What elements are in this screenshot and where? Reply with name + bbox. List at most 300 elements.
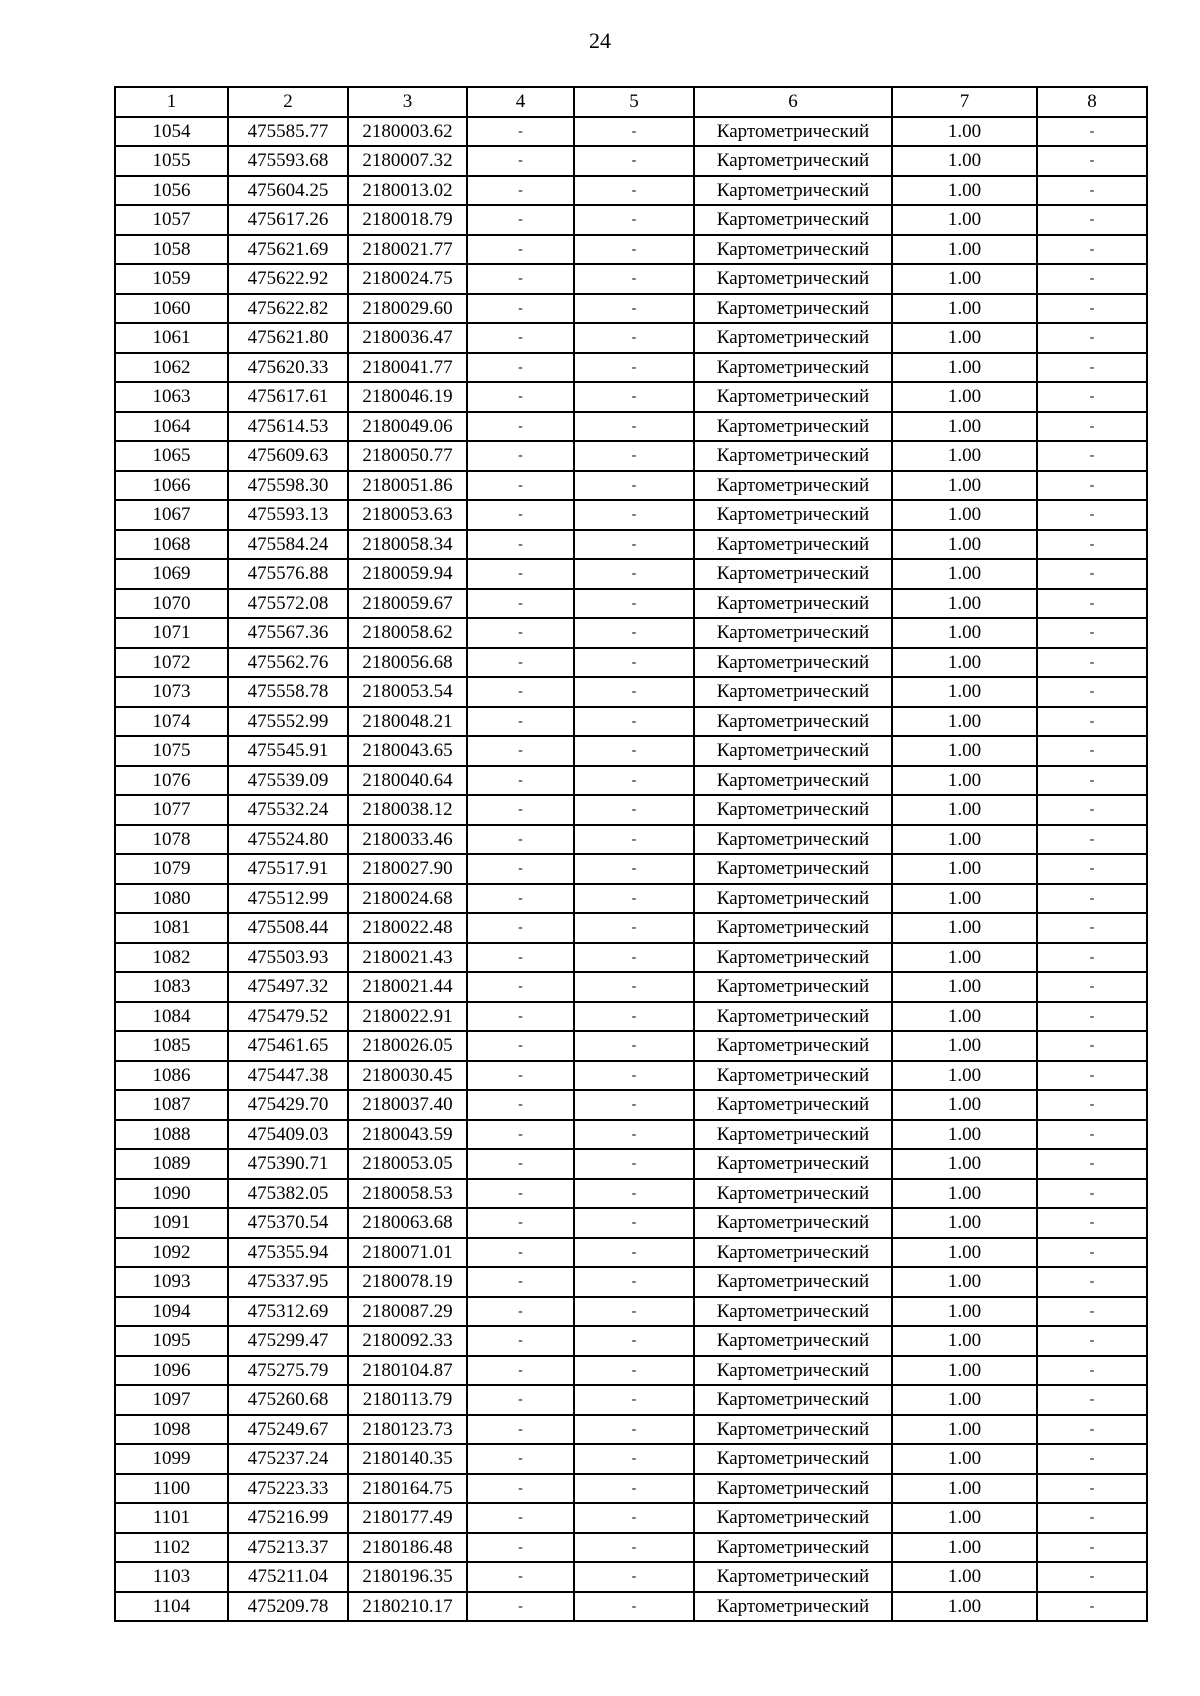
col8-cell: -	[1037, 648, 1147, 678]
table-row	[115, 1415, 1147, 1445]
point-number-cell: 1056	[115, 176, 228, 206]
method-cell: Картометрический	[694, 884, 892, 914]
method-cell: Картометрический	[694, 1297, 892, 1327]
accuracy-cell: 1.00	[892, 943, 1037, 973]
x-coordinate-cell: 475532.24	[228, 795, 348, 825]
col5-cell: -	[574, 1090, 694, 1120]
method-cell: Картометрический	[694, 353, 892, 383]
point-number-cell: 1058	[115, 235, 228, 265]
method-cell: Картометрический	[694, 500, 892, 530]
accuracy-cell: 1.00	[892, 530, 1037, 560]
method-cell: Картометрический	[694, 117, 892, 147]
table-row	[115, 1208, 1147, 1238]
col5-cell: -	[574, 176, 694, 206]
col5-cell: -	[574, 1120, 694, 1150]
x-coordinate-cell: 475614.53	[228, 412, 348, 442]
header-cell: 1	[115, 87, 228, 117]
col8-cell: -	[1037, 913, 1147, 943]
col4-cell: -	[467, 1149, 574, 1179]
header-cell: 2	[228, 87, 348, 117]
header-cell: 3	[348, 87, 467, 117]
col4-cell: -	[467, 382, 574, 412]
method-cell: Картометрический	[694, 589, 892, 619]
table-row	[115, 294, 1147, 324]
method-cell: Картометрический	[694, 1267, 892, 1297]
y-coordinate-cell: 2180046.19	[348, 382, 467, 412]
table-row	[115, 1356, 1147, 1386]
table-row	[115, 648, 1147, 678]
col5-cell: -	[574, 205, 694, 235]
col5-cell: -	[574, 943, 694, 973]
col8-cell: -	[1037, 1208, 1147, 1238]
table-row	[115, 1061, 1147, 1091]
method-cell: Картометрический	[694, 1385, 892, 1415]
x-coordinate-cell: 475576.88	[228, 559, 348, 589]
table-row	[115, 1267, 1147, 1297]
y-coordinate-cell: 2180053.63	[348, 500, 467, 530]
col4-cell: -	[467, 1297, 574, 1327]
y-coordinate-cell: 2180022.48	[348, 913, 467, 943]
table-row	[115, 589, 1147, 619]
table-row	[115, 972, 1147, 1002]
accuracy-cell: 1.00	[892, 736, 1037, 766]
table-row	[115, 176, 1147, 206]
col8-cell: -	[1037, 1120, 1147, 1150]
point-number-cell: 1063	[115, 382, 228, 412]
table-row	[115, 1385, 1147, 1415]
y-coordinate-cell: 2180043.59	[348, 1120, 467, 1150]
col4-cell: -	[467, 205, 574, 235]
col8-cell: -	[1037, 1326, 1147, 1356]
col5-cell: -	[574, 1002, 694, 1032]
point-number-cell: 1075	[115, 736, 228, 766]
accuracy-cell: 1.00	[892, 323, 1037, 353]
y-coordinate-cell: 2180018.79	[348, 205, 467, 235]
accuracy-cell: 1.00	[892, 677, 1037, 707]
col5-cell: -	[574, 707, 694, 737]
x-coordinate-cell: 475213.37	[228, 1533, 348, 1563]
method-cell: Картометрический	[694, 1090, 892, 1120]
table-row	[115, 943, 1147, 973]
col4-cell: -	[467, 736, 574, 766]
x-coordinate-cell: 475593.68	[228, 146, 348, 176]
table-row	[115, 412, 1147, 442]
y-coordinate-cell: 2180024.68	[348, 884, 467, 914]
y-coordinate-cell: 2180177.49	[348, 1503, 467, 1533]
point-number-cell: 1079	[115, 854, 228, 884]
col4-cell: -	[467, 1592, 574, 1622]
method-cell: Картометрический	[694, 559, 892, 589]
col4-cell: -	[467, 972, 574, 1002]
col8-cell: -	[1037, 382, 1147, 412]
y-coordinate-cell: 2180049.06	[348, 412, 467, 442]
col4-cell: -	[467, 353, 574, 383]
col4-cell: -	[467, 1415, 574, 1445]
table-row	[115, 1474, 1147, 1504]
col4-cell: -	[467, 1120, 574, 1150]
col8-cell: -	[1037, 1031, 1147, 1061]
col5-cell: -	[574, 1562, 694, 1592]
col8-cell: -	[1037, 1267, 1147, 1297]
x-coordinate-cell: 475545.91	[228, 736, 348, 766]
point-number-cell: 1104	[115, 1592, 228, 1622]
table-row	[115, 707, 1147, 737]
x-coordinate-cell: 475524.80	[228, 825, 348, 855]
method-cell: Картометрический	[694, 648, 892, 678]
accuracy-cell: 1.00	[892, 1031, 1037, 1061]
point-number-cell: 1091	[115, 1208, 228, 1238]
point-number-cell: 1078	[115, 825, 228, 855]
col5-cell: -	[574, 1238, 694, 1268]
accuracy-cell: 1.00	[892, 1415, 1037, 1445]
x-coordinate-cell: 475209.78	[228, 1592, 348, 1622]
x-coordinate-cell: 475584.24	[228, 530, 348, 560]
method-cell: Картометрический	[694, 1592, 892, 1622]
col4-cell: -	[467, 1503, 574, 1533]
col8-cell: -	[1037, 1179, 1147, 1209]
col4-cell: -	[467, 1267, 574, 1297]
method-cell: Картометрический	[694, 677, 892, 707]
x-coordinate-cell: 475617.26	[228, 205, 348, 235]
y-coordinate-cell: 2180043.65	[348, 736, 467, 766]
table-row	[115, 1297, 1147, 1327]
x-coordinate-cell: 475497.32	[228, 972, 348, 1002]
method-cell: Картометрический	[694, 1474, 892, 1504]
x-coordinate-cell: 475461.65	[228, 1031, 348, 1061]
y-coordinate-cell: 2180164.75	[348, 1474, 467, 1504]
accuracy-cell: 1.00	[892, 1297, 1037, 1327]
y-coordinate-cell: 2180026.05	[348, 1031, 467, 1061]
table-row	[115, 1238, 1147, 1268]
y-coordinate-cell: 2180053.05	[348, 1149, 467, 1179]
y-coordinate-cell: 2180092.33	[348, 1326, 467, 1356]
col8-cell: -	[1037, 766, 1147, 796]
col8-cell: -	[1037, 412, 1147, 442]
table-row	[115, 1090, 1147, 1120]
col8-cell: -	[1037, 1415, 1147, 1445]
y-coordinate-cell: 2180087.29	[348, 1297, 467, 1327]
col4-cell: -	[467, 1356, 574, 1386]
accuracy-cell: 1.00	[892, 1267, 1037, 1297]
col8-cell: -	[1037, 1238, 1147, 1268]
method-cell: Картометрический	[694, 323, 892, 353]
y-coordinate-cell: 2180013.02	[348, 176, 467, 206]
x-coordinate-cell: 475617.61	[228, 382, 348, 412]
table-row	[115, 441, 1147, 471]
accuracy-cell: 1.00	[892, 264, 1037, 294]
table-row	[115, 913, 1147, 943]
x-coordinate-cell: 475312.69	[228, 1297, 348, 1327]
col5-cell: -	[574, 559, 694, 589]
header-cell: 8	[1037, 87, 1147, 117]
col4-cell: -	[467, 1090, 574, 1120]
point-number-cell: 1099	[115, 1444, 228, 1474]
y-coordinate-cell: 2180053.54	[348, 677, 467, 707]
method-cell: Картометрический	[694, 1031, 892, 1061]
table-row	[115, 1533, 1147, 1563]
y-coordinate-cell: 2180033.46	[348, 825, 467, 855]
col4-cell: -	[467, 471, 574, 501]
col8-cell: -	[1037, 559, 1147, 589]
point-number-cell: 1100	[115, 1474, 228, 1504]
col5-cell: -	[574, 1444, 694, 1474]
y-coordinate-cell: 2180140.35	[348, 1444, 467, 1474]
accuracy-cell: 1.00	[892, 353, 1037, 383]
x-coordinate-cell: 475609.63	[228, 441, 348, 471]
table-row	[115, 117, 1147, 147]
col8-cell: -	[1037, 117, 1147, 147]
accuracy-cell: 1.00	[892, 205, 1037, 235]
col5-cell: -	[574, 1533, 694, 1563]
y-coordinate-cell: 2180051.86	[348, 471, 467, 501]
method-cell: Картометрический	[694, 736, 892, 766]
point-number-cell: 1061	[115, 323, 228, 353]
col5-cell: -	[574, 1415, 694, 1445]
table-row	[115, 766, 1147, 796]
point-number-cell: 1092	[115, 1238, 228, 1268]
point-number-cell: 1068	[115, 530, 228, 560]
col5-cell: -	[574, 1592, 694, 1622]
y-coordinate-cell: 2180113.79	[348, 1385, 467, 1415]
col4-cell: -	[467, 1002, 574, 1032]
col5-cell: -	[574, 471, 694, 501]
table-row	[115, 1002, 1147, 1032]
y-coordinate-cell: 2180063.68	[348, 1208, 467, 1238]
col4-cell: -	[467, 294, 574, 324]
col5-cell: -	[574, 1179, 694, 1209]
table-row	[115, 323, 1147, 353]
accuracy-cell: 1.00	[892, 707, 1037, 737]
point-number-cell: 1095	[115, 1326, 228, 1356]
col5-cell: -	[574, 353, 694, 383]
col5-cell: -	[574, 294, 694, 324]
y-coordinate-cell: 2180059.67	[348, 589, 467, 619]
col8-cell: -	[1037, 323, 1147, 353]
accuracy-cell: 1.00	[892, 972, 1037, 1002]
point-number-cell: 1076	[115, 766, 228, 796]
accuracy-cell: 1.00	[892, 559, 1037, 589]
col5-cell: -	[574, 972, 694, 1002]
point-number-cell: 1066	[115, 471, 228, 501]
table-row	[115, 382, 1147, 412]
col4-cell: -	[467, 825, 574, 855]
table-row	[115, 618, 1147, 648]
x-coordinate-cell: 475275.79	[228, 1356, 348, 1386]
x-coordinate-cell: 475503.93	[228, 943, 348, 973]
col4-cell: -	[467, 559, 574, 589]
method-cell: Картометрический	[694, 471, 892, 501]
point-number-cell: 1083	[115, 972, 228, 1002]
accuracy-cell: 1.00	[892, 854, 1037, 884]
col5-cell: -	[574, 1474, 694, 1504]
y-coordinate-cell: 2180021.44	[348, 972, 467, 1002]
x-coordinate-cell: 475593.13	[228, 500, 348, 530]
col8-cell: -	[1037, 943, 1147, 973]
method-cell: Картометрический	[694, 943, 892, 973]
col5-cell: -	[574, 825, 694, 855]
header-cell: 6	[694, 87, 892, 117]
table-row	[115, 1444, 1147, 1474]
x-coordinate-cell: 475479.52	[228, 1002, 348, 1032]
col4-cell: -	[467, 795, 574, 825]
accuracy-cell: 1.00	[892, 1208, 1037, 1238]
method-cell: Картометрический	[694, 1562, 892, 1592]
accuracy-cell: 1.00	[892, 1592, 1037, 1622]
method-cell: Картометрический	[694, 176, 892, 206]
col4-cell: -	[467, 1474, 574, 1504]
point-number-cell: 1071	[115, 618, 228, 648]
point-number-cell: 1088	[115, 1120, 228, 1150]
col5-cell: -	[574, 382, 694, 412]
point-number-cell: 1057	[115, 205, 228, 235]
point-number-cell: 1067	[115, 500, 228, 530]
col4-cell: -	[467, 146, 574, 176]
col5-cell: -	[574, 677, 694, 707]
col4-cell: -	[467, 1208, 574, 1238]
point-number-cell: 1072	[115, 648, 228, 678]
point-number-cell: 1098	[115, 1415, 228, 1445]
method-cell: Картометрический	[694, 441, 892, 471]
col8-cell: -	[1037, 500, 1147, 530]
x-coordinate-cell: 475512.99	[228, 884, 348, 914]
col4-cell: -	[467, 441, 574, 471]
table-row	[115, 1592, 1147, 1622]
col4-cell: -	[467, 766, 574, 796]
method-cell: Картометрический	[694, 1002, 892, 1032]
y-coordinate-cell: 2180021.77	[348, 235, 467, 265]
col8-cell: -	[1037, 589, 1147, 619]
accuracy-cell: 1.00	[892, 825, 1037, 855]
col8-cell: -	[1037, 1474, 1147, 1504]
col4-cell: -	[467, 1444, 574, 1474]
col8-cell: -	[1037, 618, 1147, 648]
accuracy-cell: 1.00	[892, 1090, 1037, 1120]
y-coordinate-cell: 2180058.34	[348, 530, 467, 560]
y-coordinate-cell: 2180048.21	[348, 707, 467, 737]
col5-cell: -	[574, 1356, 694, 1386]
col4-cell: -	[467, 1385, 574, 1415]
point-number-cell: 1085	[115, 1031, 228, 1061]
y-coordinate-cell: 2180021.43	[348, 943, 467, 973]
x-coordinate-cell: 475598.30	[228, 471, 348, 501]
table-row	[115, 471, 1147, 501]
method-cell: Картометрический	[694, 264, 892, 294]
col4-cell: -	[467, 884, 574, 914]
accuracy-cell: 1.00	[892, 1533, 1037, 1563]
point-number-cell: 1089	[115, 1149, 228, 1179]
accuracy-cell: 1.00	[892, 795, 1037, 825]
method-cell: Картометрический	[694, 1238, 892, 1268]
y-coordinate-cell: 2180058.62	[348, 618, 467, 648]
method-cell: Картометрический	[694, 412, 892, 442]
point-number-cell: 1060	[115, 294, 228, 324]
x-coordinate-cell: 475517.91	[228, 854, 348, 884]
col4-cell: -	[467, 677, 574, 707]
col4-cell: -	[467, 412, 574, 442]
col5-cell: -	[574, 1208, 694, 1238]
col8-cell: -	[1037, 1061, 1147, 1091]
col4-cell: -	[467, 176, 574, 206]
accuracy-cell: 1.00	[892, 117, 1037, 147]
y-coordinate-cell: 2180024.75	[348, 264, 467, 294]
col5-cell: -	[574, 766, 694, 796]
accuracy-cell: 1.00	[892, 382, 1037, 412]
x-coordinate-cell: 475337.95	[228, 1267, 348, 1297]
x-coordinate-cell: 475585.77	[228, 117, 348, 147]
point-number-cell: 1074	[115, 707, 228, 737]
col5-cell: -	[574, 264, 694, 294]
col4-cell: -	[467, 589, 574, 619]
table-row	[115, 146, 1147, 176]
col5-cell: -	[574, 854, 694, 884]
method-cell: Картометрический	[694, 1149, 892, 1179]
y-coordinate-cell: 2180007.32	[348, 146, 467, 176]
x-coordinate-cell: 475211.04	[228, 1562, 348, 1592]
col5-cell: -	[574, 1326, 694, 1356]
point-number-cell: 1103	[115, 1562, 228, 1592]
method-cell: Картометрический	[694, 294, 892, 324]
accuracy-cell: 1.00	[892, 294, 1037, 324]
accuracy-cell: 1.00	[892, 412, 1037, 442]
method-cell: Картометрический	[694, 1533, 892, 1563]
accuracy-cell: 1.00	[892, 146, 1037, 176]
col4-cell: -	[467, 618, 574, 648]
accuracy-cell: 1.00	[892, 471, 1037, 501]
method-cell: Картометрический	[694, 382, 892, 412]
x-coordinate-cell: 475562.76	[228, 648, 348, 678]
col5-cell: -	[574, 146, 694, 176]
table-row	[115, 500, 1147, 530]
y-coordinate-cell: 2180037.40	[348, 1090, 467, 1120]
col8-cell: -	[1037, 146, 1147, 176]
col8-cell: -	[1037, 884, 1147, 914]
y-coordinate-cell: 2180196.35	[348, 1562, 467, 1592]
col5-cell: -	[574, 412, 694, 442]
x-coordinate-cell: 475382.05	[228, 1179, 348, 1209]
x-coordinate-cell: 475370.54	[228, 1208, 348, 1238]
col5-cell: -	[574, 913, 694, 943]
table-row	[115, 1326, 1147, 1356]
method-cell: Картометрический	[694, 1120, 892, 1150]
method-cell: Картометрический	[694, 913, 892, 943]
x-coordinate-cell: 475260.68	[228, 1385, 348, 1415]
col4-cell: -	[467, 1061, 574, 1091]
point-number-cell: 1062	[115, 353, 228, 383]
accuracy-cell: 1.00	[892, 618, 1037, 648]
point-number-cell: 1082	[115, 943, 228, 973]
method-cell: Картометрический	[694, 1326, 892, 1356]
table-row	[115, 884, 1147, 914]
col8-cell: -	[1037, 707, 1147, 737]
x-coordinate-cell: 475620.33	[228, 353, 348, 383]
col4-cell: -	[467, 913, 574, 943]
col8-cell: -	[1037, 1149, 1147, 1179]
x-coordinate-cell: 475390.71	[228, 1149, 348, 1179]
point-number-cell: 1055	[115, 146, 228, 176]
method-cell: Картометрический	[694, 205, 892, 235]
y-coordinate-cell: 2180041.77	[348, 353, 467, 383]
point-number-cell: 1054	[115, 117, 228, 147]
col4-cell: -	[467, 117, 574, 147]
col5-cell: -	[574, 589, 694, 619]
method-cell: Картометрический	[694, 766, 892, 796]
col8-cell: -	[1037, 1356, 1147, 1386]
col5-cell: -	[574, 795, 694, 825]
col8-cell: -	[1037, 1592, 1147, 1622]
col8-cell: -	[1037, 677, 1147, 707]
x-coordinate-cell: 475409.03	[228, 1120, 348, 1150]
method-cell: Картометрический	[694, 235, 892, 265]
